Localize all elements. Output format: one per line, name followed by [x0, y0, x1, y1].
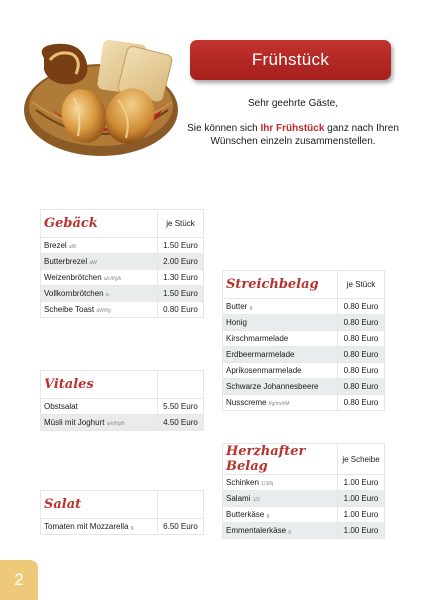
allergen-note: aW/f/g	[96, 308, 111, 314]
intro-text-end: ganz nach Ihren Wünschen einzeln zusammenstellen.	[210, 123, 399, 147]
streichbelag-table	[222, 270, 385, 411]
menu-item-row	[41, 399, 204, 415]
item-price: 0.80 Euro	[338, 347, 385, 363]
menu-item-row	[223, 331, 385, 347]
item-name: Butter	[226, 302, 248, 311]
greeting-text: Sehr geehrte Gäste,	[247, 98, 339, 109]
item-name-cell	[223, 523, 338, 539]
item-name: Tomaten mit Mozzarella	[44, 522, 129, 531]
allergen-note: aW	[89, 260, 97, 266]
item-name: Emmentalerkäse	[226, 526, 287, 535]
menu-item-row	[223, 315, 385, 331]
menu-item-row	[41, 286, 204, 302]
item-name: Obstsalat	[44, 402, 78, 411]
page-number: 2	[0, 560, 38, 600]
gebaeck-rows	[41, 238, 204, 318]
allergen-note: 1/3	[252, 497, 260, 503]
item-price: 4.50 Euro	[158, 415, 204, 431]
menu-item-row	[223, 523, 385, 539]
item-price: 0.80 Euro	[338, 379, 385, 395]
menu-item-row	[223, 347, 385, 363]
allergen-note: a/c/f/g/k	[103, 276, 122, 282]
item-price: 0.80 Euro	[338, 395, 385, 411]
intro-text	[186, 122, 400, 148]
allergen-note: aW	[68, 244, 77, 250]
allergen-note: g	[249, 305, 253, 311]
item-price: 6.50 Euro	[158, 519, 204, 535]
menu-item-row	[41, 238, 204, 254]
item-price: 0.80 Euro	[338, 331, 385, 347]
bread-basket-image	[22, 40, 180, 160]
item-name-cell	[41, 302, 158, 318]
allergen-note: 1/3/l/j	[261, 481, 274, 487]
streichbelag-unit: je Stück	[338, 271, 385, 299]
item-name: Kirschmarmelade	[226, 334, 289, 343]
herzhaft-heading: Herzhafter Belag	[223, 444, 338, 475]
item-name-cell	[223, 363, 338, 379]
page-title: Frühstück	[190, 40, 391, 80]
gebaeck-table	[40, 209, 204, 318]
gebaeck-unit: je Stück	[158, 210, 204, 238]
item-name: Butterbrezel	[44, 257, 88, 266]
item-price: 2.00 Euro	[158, 254, 204, 270]
item-name-cell	[41, 254, 158, 270]
item-name-cell	[223, 315, 338, 331]
item-name-cell	[41, 238, 158, 254]
item-name: Honig	[226, 318, 247, 327]
item-name: Vollkornbrötchen	[44, 289, 104, 298]
menu-item-row	[223, 379, 385, 395]
item-name-cell	[223, 299, 338, 315]
item-name-cell	[223, 379, 338, 395]
item-name: Butterkäse	[226, 510, 265, 519]
item-name: Schwarze Johannesbeere	[226, 382, 319, 391]
salat-table	[40, 490, 204, 535]
item-name-cell	[41, 519, 158, 535]
menu-item-row	[223, 299, 385, 315]
item-name: Erdbeermarmelade	[226, 350, 295, 359]
menu-item-row	[41, 519, 204, 535]
item-name: Salami	[226, 494, 251, 503]
item-price: 0.80 Euro	[338, 315, 385, 331]
herzhaft-unit: je Scheibe	[338, 444, 385, 475]
item-name: Scheibe Toast	[44, 305, 95, 314]
item-name: Müsli mit Joghurt	[44, 418, 105, 427]
item-price: 1.50 Euro	[158, 238, 204, 254]
salat-heading: Salat	[41, 491, 158, 519]
menu-item-row	[223, 363, 385, 379]
menu-item-row	[41, 302, 204, 318]
item-name-cell	[223, 491, 338, 507]
item-name-cell	[223, 507, 338, 523]
menu-item-row	[223, 475, 385, 491]
intro-highlight: Ihr Frühstück	[260, 123, 325, 134]
menu-item-row	[223, 395, 385, 411]
allergen-note: f/g/nn/nM	[268, 401, 290, 407]
streichbelag-heading: Streichbelag	[223, 271, 338, 299]
item-name-cell	[223, 395, 338, 411]
allergen-note: a	[105, 292, 109, 298]
menu-item-row	[41, 254, 204, 270]
item-price: 5.50 Euro	[158, 399, 204, 415]
item-price: 0.80 Euro	[338, 363, 385, 379]
allergen-note: g	[266, 513, 270, 519]
menu-item-row	[223, 491, 385, 507]
vitales-table	[40, 370, 204, 431]
salat-rows	[41, 519, 204, 535]
item-price: 1.50 Euro	[158, 286, 204, 302]
allergen-note: g	[130, 525, 134, 531]
item-name: Aprikosenmarmelade	[226, 366, 302, 375]
vitales-unit	[158, 371, 204, 399]
item-name: Brezel	[44, 241, 67, 250]
item-name-cell	[223, 347, 338, 363]
item-price: 1.00 Euro	[338, 475, 385, 491]
menu-item-row	[41, 270, 204, 286]
vitales-rows	[41, 399, 204, 431]
item-name: Nusscreme	[226, 398, 267, 407]
salat-unit	[158, 491, 204, 519]
herzhaft-rows	[223, 475, 385, 539]
item-name: Schinken	[226, 478, 259, 487]
item-price: 0.80 Euro	[158, 302, 204, 318]
item-name-cell	[41, 270, 158, 286]
streichbelag-rows	[223, 299, 385, 411]
intro-text-start: Sie können sich	[187, 123, 261, 134]
item-price: 1.30 Euro	[158, 270, 204, 286]
vitales-heading: Vitales	[41, 371, 158, 399]
item-name-cell	[41, 415, 158, 431]
item-name: Weizenbrötchen	[44, 273, 102, 282]
allergen-note: g	[288, 529, 292, 535]
item-price: 1.00 Euro	[338, 491, 385, 507]
item-price: 1.00 Euro	[338, 523, 385, 539]
menu-item-row	[41, 415, 204, 431]
herzhaft-table	[222, 443, 385, 539]
item-name-cell	[41, 286, 158, 302]
gebaeck-heading: Gebäck	[41, 210, 158, 238]
item-price: 0.80 Euro	[338, 299, 385, 315]
item-name-cell	[41, 399, 158, 415]
allergen-note: a/e/f/g/h	[106, 421, 125, 427]
item-name-cell	[223, 475, 338, 491]
menu-item-row	[223, 507, 385, 523]
item-price: 1.00 Euro	[338, 507, 385, 523]
item-name-cell	[223, 331, 338, 347]
